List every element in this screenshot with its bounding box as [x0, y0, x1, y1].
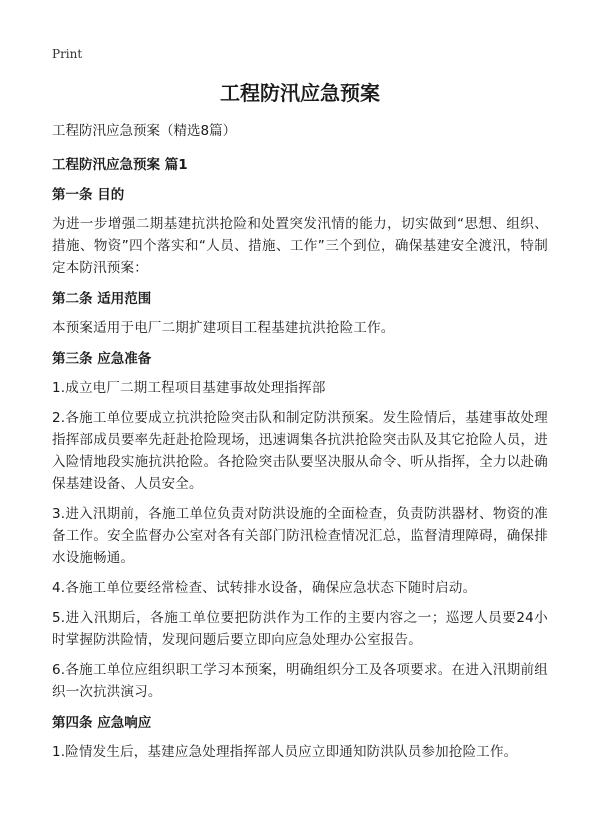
list-item: 5.进入汛期后，各施工单位要把防洪作为工作的主要内容之一；巡逻人员要24小时掌握防洪险情，发现问题后要立即向应急处理办公室报告。: [52, 610, 548, 648]
part-title: 工程防汛应急预案 篇1: [52, 157, 188, 173]
section-heading-purpose: 第一条 目的: [52, 187, 125, 203]
paragraph: 为进一步增强二期基建抗洪抢险和处置突发汛情的能力，切实做到“思想、组织、措施、物资”四个落实和“人员、措施、工作”三个到位，确保基建安全渡汛，特制定本防汛预案：: [52, 216, 548, 276]
page-title: 工程防汛应急预案: [220, 81, 380, 105]
document-subtitle: 工程防汛应急预案（精选8篇）: [52, 123, 237, 139]
list-item: 3.进入汛期前，各施工单位负责对防洪设施的全面检查，负责防洪器材、物资的准备工作。安全监督办公室对各有关部门防汛检查情况汇总，监督清理障碍，确保排水设施畅通。: [52, 506, 548, 566]
paragraph: 本预案适用于电厂二期扩建项目工程基建抗洪抢险工作。: [52, 320, 395, 336]
print-link[interactable]: Print: [52, 47, 83, 61]
section-heading-scope: 第二条 适用范围: [52, 291, 152, 307]
section-heading-preparation: 第三条 应急准备: [52, 351, 152, 367]
list-item: 1.成立电厂二期工程项目基建事故处理指挥部: [52, 380, 326, 396]
list-item: 2.各施工单位要成立抗洪抢险突击队和制定防洪预案。发生险情后，基建事故处理指挥部成员要率先赶赴抢险现场，迅速调集各抗洪抢险突击队及其它抢险人员，进入险情地段实施抗洪抢险。各抢险突击队要坚决服从命令、听从指挥，全力以赴确保基建设备、人员安全。: [52, 410, 548, 492]
list-item: 6.各施工单位应组织职工学习本预案，明确组织分工及各项要求。在进入汛期前组织一次抗洪演习。: [52, 662, 548, 700]
list-item: 1.险情发生后，基建应急处理指挥部人员应立即通知防洪队员参加抢险工作。: [52, 744, 518, 760]
section-heading-response: 第四条 应急响应: [52, 715, 152, 731]
list-item: 4.各施工单位要经常检查、试转排水设备，确保应急状态下随时启动。: [52, 580, 477, 596]
